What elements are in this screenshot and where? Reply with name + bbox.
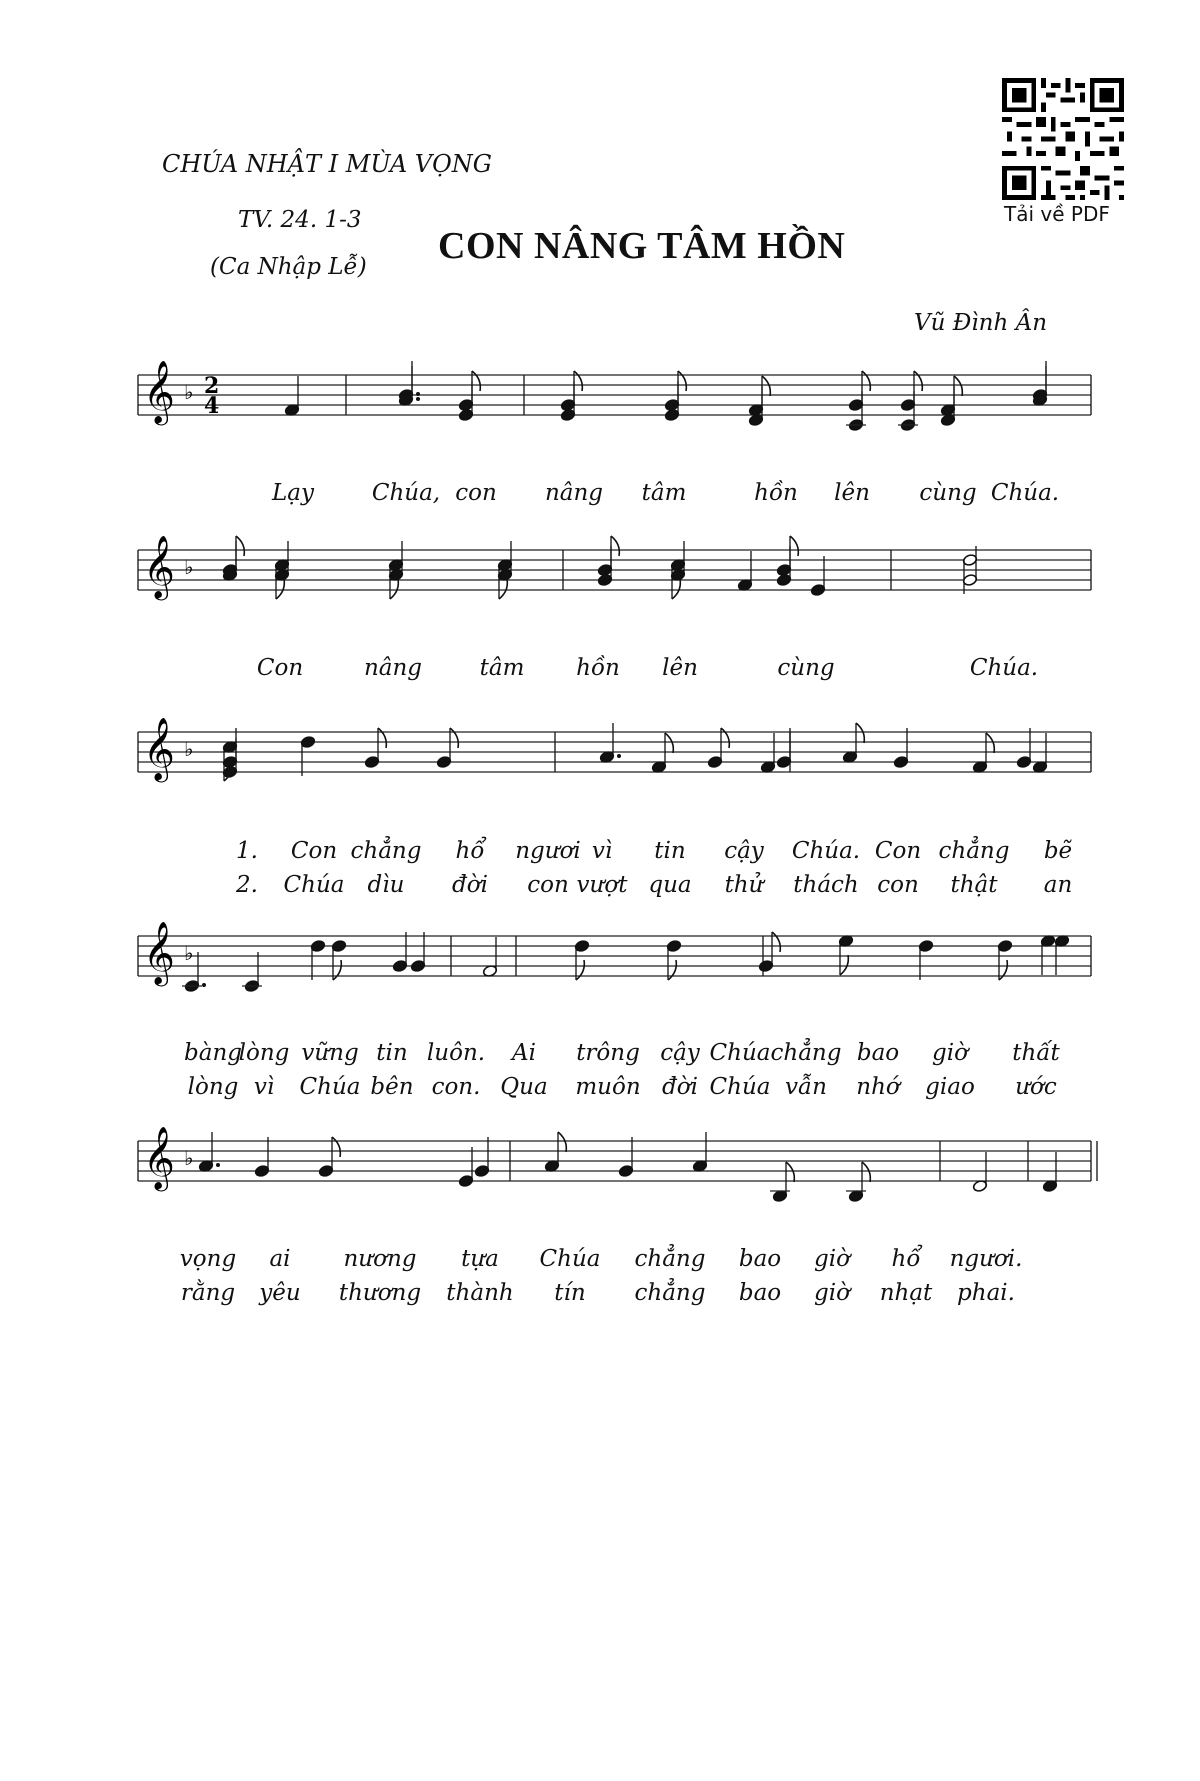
staff-system bbox=[0, 345, 1200, 485]
lyric-syllable: bao bbox=[738, 1246, 782, 1272]
lyric-syllable: con. bbox=[431, 1074, 481, 1100]
lyric-syllable: ai bbox=[269, 1246, 291, 1272]
staff-system bbox=[0, 520, 1200, 660]
lyric-syllable: luôn. bbox=[426, 1040, 486, 1066]
lyric-syllable: con bbox=[455, 480, 497, 506]
lyric-syllable: cùng bbox=[777, 655, 835, 681]
note-flag bbox=[574, 371, 582, 391]
lyric-syllable: tựa bbox=[461, 1246, 499, 1272]
lyric-syllable: ngươi. bbox=[949, 1246, 1023, 1272]
lyric-syllable: giao bbox=[925, 1074, 975, 1100]
lyric-syllable: chẳng bbox=[634, 1280, 706, 1306]
occasion-heading: CHÚA NHẬT I MÙA VỌNG bbox=[162, 150, 492, 178]
lyric-syllable: vì bbox=[253, 1074, 275, 1100]
lyric-syllable: đời bbox=[662, 1074, 698, 1100]
lyric-syllable: tâm bbox=[479, 655, 525, 681]
lyric-syllable: Chúa. bbox=[791, 838, 861, 864]
staff-system bbox=[0, 1111, 1200, 1251]
note-flag bbox=[840, 955, 848, 975]
lyric-syllable: Chúa bbox=[283, 872, 345, 898]
note-flag bbox=[786, 1162, 794, 1182]
flat-icon: ♭ bbox=[184, 380, 194, 404]
lyric-syllable: vẫn bbox=[785, 1074, 827, 1100]
note-flag bbox=[499, 579, 507, 599]
note-flag bbox=[332, 1137, 340, 1157]
note-dot bbox=[416, 392, 420, 396]
note-flag bbox=[999, 960, 1007, 980]
lyric-syllable: Chúa bbox=[709, 1040, 771, 1066]
note-flag bbox=[668, 960, 676, 980]
note-flag bbox=[611, 536, 619, 556]
note-flag bbox=[472, 371, 480, 391]
note-flag bbox=[772, 932, 780, 952]
lyric-syllable: dìu bbox=[367, 872, 405, 898]
flat-icon: ♭ bbox=[184, 1146, 194, 1170]
lyric-syllable: con bbox=[527, 872, 569, 898]
lyric-syllable: ngươi bbox=[515, 838, 581, 864]
lyric-syllable: tín bbox=[554, 1280, 586, 1306]
lyric-syllable: Con bbox=[874, 838, 922, 864]
lyric-syllable: Qua bbox=[500, 1074, 548, 1100]
flat-icon: ♭ bbox=[184, 941, 194, 965]
note-flag bbox=[862, 1162, 870, 1182]
lyric-syllable: thử bbox=[724, 872, 764, 898]
lyric-syllable: bẽ bbox=[1043, 838, 1073, 864]
lyric-syllable: Chúa, bbox=[371, 480, 441, 506]
lyric-syllable: qua bbox=[648, 872, 692, 898]
note-flag bbox=[558, 1132, 566, 1152]
note-flag bbox=[276, 579, 284, 599]
lyric-syllable: thành bbox=[446, 1280, 514, 1306]
lyric-syllable: Chúa bbox=[299, 1074, 361, 1100]
lyric-syllable: bao bbox=[738, 1280, 782, 1306]
time-signature-bottom: 4 bbox=[204, 393, 220, 419]
lyric-syllable: trông bbox=[576, 1040, 640, 1066]
note-dot bbox=[617, 754, 621, 758]
time-signature-top: 2 bbox=[204, 373, 220, 399]
lyric-syllable: nhạt bbox=[879, 1280, 933, 1306]
lyric-syllable: 2. bbox=[236, 872, 258, 898]
lyric-syllable: lên bbox=[662, 655, 698, 681]
lyric-syllable: rằng bbox=[180, 1280, 236, 1306]
note-flag bbox=[856, 723, 864, 743]
lyric-syllable: giờ bbox=[814, 1280, 850, 1306]
lyric-syllable: thách bbox=[793, 872, 859, 898]
liturgical-purpose: (Ca Nhập Lễ) bbox=[210, 254, 367, 280]
treble-clef-icon: 𝄞 bbox=[143, 921, 175, 984]
lyric-syllable: tâm bbox=[641, 480, 687, 506]
lyric-syllable: giờ bbox=[814, 1246, 850, 1272]
qr-code-icon[interactable] bbox=[1002, 78, 1124, 200]
lyric-syllable: vì bbox=[591, 838, 613, 864]
lyric-syllable: cậy bbox=[724, 838, 764, 864]
lyric-syllable: vững bbox=[301, 1040, 359, 1066]
note-flag bbox=[390, 579, 398, 599]
lyric-syllable: nâng bbox=[544, 480, 604, 506]
lyric-syllable: Chúa bbox=[539, 1246, 601, 1272]
lyric-syllable: lòng bbox=[187, 1074, 239, 1100]
lyric-syllable: Ai bbox=[512, 1040, 536, 1066]
staff-system bbox=[0, 906, 1200, 1046]
flat-icon: ♭ bbox=[184, 555, 194, 579]
lyric-syllable: giờ bbox=[932, 1040, 968, 1066]
lyric-syllable: đời bbox=[452, 872, 488, 898]
lyric-syllable: vượt bbox=[576, 872, 628, 898]
lyric-syllable: yêu bbox=[259, 1280, 301, 1306]
note-flag bbox=[986, 733, 994, 753]
note-flag bbox=[672, 579, 680, 599]
lyric-syllable: cùng bbox=[919, 480, 977, 506]
lyric-syllable: lên bbox=[834, 480, 870, 506]
psalm-reference: TV. 24. 1-3 bbox=[238, 207, 362, 233]
lyric-syllable: bao bbox=[856, 1040, 900, 1066]
treble-clef-icon: 𝄞 bbox=[143, 717, 175, 780]
note-flag bbox=[721, 728, 729, 748]
lyric-syllable: vọng bbox=[179, 1246, 237, 1272]
staff-system bbox=[0, 702, 1200, 842]
lyric-syllable: cậy bbox=[660, 1040, 700, 1066]
lyric-syllable: chẳng bbox=[350, 838, 422, 864]
note-dot bbox=[216, 1163, 220, 1167]
lyric-syllable: Chúa bbox=[709, 1074, 771, 1100]
lyric-syllable: Chúa. bbox=[969, 655, 1039, 681]
note-flag bbox=[762, 376, 770, 396]
lyric-syllable: an bbox=[1043, 872, 1073, 898]
treble-clef-icon: 𝄞 bbox=[143, 1126, 175, 1189]
note-dot bbox=[202, 983, 206, 987]
note-flag bbox=[790, 536, 798, 556]
treble-clef-icon: 𝄞 bbox=[143, 535, 175, 598]
lyric-syllable: chẳng bbox=[938, 838, 1010, 864]
download-pdf-link[interactable]: Tải về PDF bbox=[1004, 202, 1110, 226]
note-flag bbox=[236, 536, 244, 556]
lyric-syllable: chẳng bbox=[634, 1246, 706, 1272]
treble-clef-icon: 𝄞 bbox=[143, 360, 175, 423]
lyric-syllable: Lạy bbox=[272, 480, 314, 506]
lyric-syllable: thương bbox=[338, 1280, 422, 1306]
lyric-syllable: chẳng bbox=[770, 1040, 842, 1066]
lyric-syllable: hồn bbox=[754, 480, 798, 506]
note-flag bbox=[665, 733, 673, 753]
lyric-syllable: ước bbox=[1015, 1074, 1057, 1100]
lyric-syllable: Con bbox=[290, 838, 338, 864]
lyric-syllable: hổ bbox=[891, 1246, 921, 1272]
lyric-syllable: hổ bbox=[455, 838, 485, 864]
note-flag bbox=[576, 960, 584, 980]
lyric-syllable: bên bbox=[370, 1074, 414, 1100]
note-dot bbox=[416, 397, 420, 401]
note-flag bbox=[333, 960, 341, 980]
song-title: CON NÂNG TÂM HỒN bbox=[438, 225, 846, 267]
note-flag bbox=[914, 371, 922, 391]
lyric-syllable: thất bbox=[1012, 1040, 1060, 1066]
lyric-syllable: hồn bbox=[576, 655, 620, 681]
lyric-syllable: tin bbox=[654, 838, 686, 864]
lyric-syllable: nương bbox=[343, 1246, 417, 1272]
lyric-syllable: 1. bbox=[236, 838, 258, 864]
note-flag bbox=[378, 728, 386, 748]
note-flag bbox=[954, 376, 962, 396]
lyric-syllable: thật bbox=[950, 872, 998, 898]
flat-icon: ♭ bbox=[184, 737, 194, 761]
lyric-syllable: nhớ bbox=[856, 1074, 900, 1100]
composer-name: Vũ Đình Ân bbox=[914, 310, 1048, 336]
lyric-syllable: tin bbox=[376, 1040, 408, 1066]
lyric-syllable: bàng bbox=[184, 1040, 242, 1066]
lyric-syllable: con bbox=[877, 872, 919, 898]
lyric-syllable: nâng bbox=[363, 655, 423, 681]
note-flag bbox=[450, 728, 458, 748]
lyric-syllable: Con bbox=[256, 655, 304, 681]
note-flag bbox=[862, 371, 870, 391]
lyric-syllable: lòng bbox=[238, 1040, 290, 1066]
lyric-syllable: muôn bbox=[575, 1074, 641, 1100]
note-flag bbox=[678, 371, 686, 391]
lyric-syllable: phai. bbox=[957, 1280, 1015, 1306]
lyric-syllable: Chúa. bbox=[990, 480, 1060, 506]
